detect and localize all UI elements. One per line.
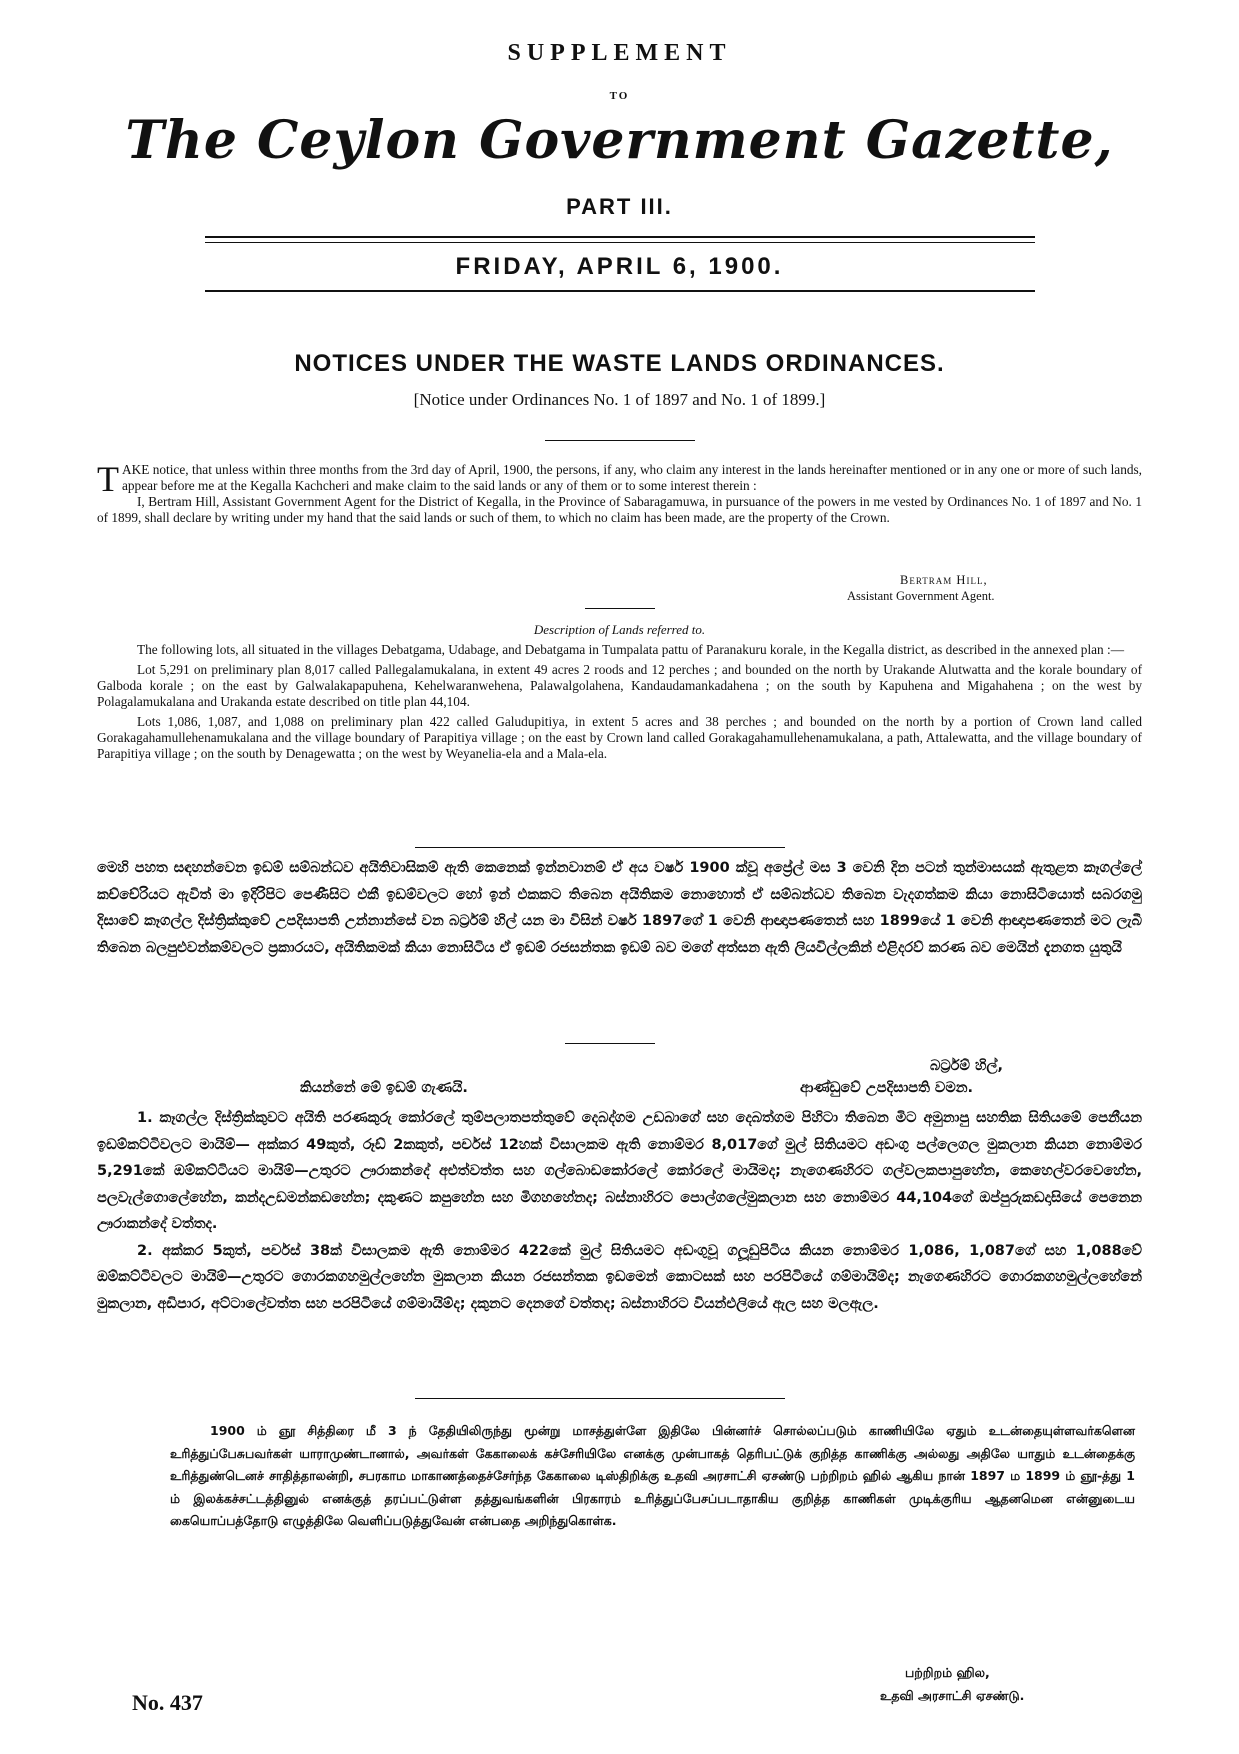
lots-1086-1088-description: Lots 1,086, 1,087, and 1,088 on preliminary plan 422 called Galudupitiya, in extent 5 acres and 38 perches ; and bounded on the north by a portion of Crown land called Gorakagahamullehenamukalana and the village boundary of Parapitiya village ; on the east by Crown land called Gorakagahamullehenamukalana, a path, Attalewatta, and the village boundary of Parapitiya village ; on the south by Denagewatta ; on the west by Weyanelia-ela and a Mala-ela. [97,714,1142,761]
english-notice-intro [97,459,1142,526]
divider-rule [585,608,655,609]
tamil-signature-title: உதவி அரசாட்சி ஏசண்டு. [880,1688,1025,1703]
signature-title: Assistant Government Agent. [847,589,995,603]
gazette-number: No. 437 [132,1690,203,1715]
tamil-paragraph-1: 1900 ம் ஞூ சித்திரை மீ 3 ந் தேதியிலிருந்து மூன்று மாசத்துள்ளே இதிலே பின்னர்ச் சொல்லப்படும் காணியிலே ஏதும் உடன்தையுள்ளவர்களென உரித்துப்பேசுபவர்கள் யாராமுண்டானால், அவர்கள் கேகாலைக் கச்சேரியிலே எனக்கு முன்பாகத் தெரிபட்டுக் குறித்த காணிக்கு அல்லது அதிலே யாதும் உடன்தைக்கு உரித்துண்டெனச் சாதித்தாலன்றி, சபரகாம மாகாணத்தைச்சேர்ந்த கேகாலை டிஸ்திறிக்கு உதவி அரசாட்சி ஏசண்டு பற்றிறம் ஹில் ஆகிய நான் 1897 ம 1899 ம் ஞூ-த்து 1 ம் இலக்கச்சட்டத்தினுல் எனக்குத் தரப்பட்டுள்ள தத்துவங்களின் பிரகாரம் உரித்துப்பேசப்படாதாகிய குறித்த காணிகள் முடிக்குரிய ஆதனமென என்னுடைய கையொப்பத்தோடு எழுத்திலே வெளிப்படுத்துவேன் என்பதை அறிந்துகொள்க. [170,1423,1135,1528]
sinhala-signature-name: බර්ට්‍රම් හිල්, [930,1058,1004,1074]
sinhala-items [97,1105,1142,1317]
lot-5291-description: Lot 5,291 on preliminary plan 8,017 called Pallegalamukalana, in extent 49 acres 2 roods and 12 perches ; and bounded on the north by Urakande Alutwatta and the korale boundary of Galboda korale ; on the east by Galwalakapapuhena, Kehelwaranwehena, Palawalgolahena, Kandaudamankadahena ; on the south by Kapuhena and Migahahena ; on the west by Polagalamukalana and Urakanda estate described on title plan 44,104. [97,662,1142,709]
sinhala-item-1-number: 1. [137,1110,153,1126]
sinhala-item-2-number: 2. [137,1242,153,1259]
date-rule [205,290,1035,292]
section-divider [415,847,785,848]
sinhala-left-caption: කියන්නේ මේ ඉඩම් ගැණයි. [300,1080,468,1096]
sinhala-paragraph-1: මෙහි පහත සඳහන්වෙන ඉඩම් සම්බන්ධව අයිතිවාසිකම් ඇති කෙනෙක් ඉන්නවානම් ඒ අය වර්ෂ 1900 ක්වූ අප්‍රේල් මස 3 වෙනි දින පටන් තුන්මාසයක් ඇතුළත කෑගල්ලේ කච්චේරියට ඇවිත් මා ඉදිරිපිට පෙණීසිට එකී ඉඩම්වලට හෝ ඉන් එකකට තිබෙන අයිතිකම නොහොත් ඒ සම්බන්ධව තිබෙන වැදගත්කම කියා නොසිටියොත් සබරගමු දිසාවේ කෑගල්ල දිස්ත්‍රික්කුවේ උපදිසාපති උන්නාන්සේ වන බර්ට්‍රම් හිල් යන මා විසින් වර්ෂ 1897ගේ 1 වෙනි ආඥාපණතෙන් සහ 1899යේ 1 වෙනි ආඥාපණතෙන් මට ලැබී තිබෙන බලපුළුවන්කම්වලට ප්‍රකාරයට, අයිතිකමක් කියා නොසිටිය ඒ ඉඩම් රජසන්තක ඉඩම් බව මගේ අත්සන ඇති ලියවිල්ලකින් එළිදරව් කරණ බව මෙයින් දැනගත යුතුයි [97,860,1142,956]
issue-date: FRIDAY, APRIL 6, 1900. [455,253,784,280]
drop-cap: T [97,459,119,499]
description-title: Description of Lands referred to. [533,622,706,637]
notice-subheading: [Notice under Ordinances No. 1 of 1897 and No. 1 of 1899.] [413,390,826,409]
notice-heading: NOTICES UNDER THE WASTE LANDS ORDINANCES. [294,350,945,377]
gazette-title: The Ceylon Government Gazette, [125,110,1114,171]
sinhala-item-2: අක්කර 5කුත්, පර්චස් 38ක් විසාලකම ඇති නොම්මර 422කේ මුල් සිතියමට අඩංගුවූ ගලූඩුපිටිය කියන නොම්මර 1,086, 1,087ගේ සහ 1,088වේ ඔම්කට්ටිවලට මායිම්—උතුරට ගොරකගහමුල්ලහේන මුකලාන කියන රජසන්තක ඉඩමෙන් කොටසක් සහ පරපිටියේ ගම්මායිම්ද; නැගෙණහිරට ගොරකගහමුල්ලහේනේ මුකලාන, අඩිපාර, අට්ටාලේවත්ත සහ පරපිටියේ ගම්මායිම්ද; දකුනට දෙනගේ වත්තද; බස්නාහිරට වියන්එලියේ ඇල සහ මලඇල. [97,1242,1142,1312]
notice-paragraph-3: The following lots, all situated in the villages Debatgama, Udabage, and Debatgama in Tumpalata pattu of Paranakuru korale, in the Kegalla district, as described in the annexed plan :— [137,642,1125,657]
divider-rule [565,1043,655,1044]
part-label: PART III. [566,194,673,219]
land-descriptions [97,642,1142,762]
notice-paragraph-2: I, Bertram Hill, Assistant Government Agent for the District of Kegalla, in the Province of Sabaragamuwa, in pursuance of the powers in me vested by Ordinances No. 1 of 1897 and No. 1 of 1899, shall declare by writing under my hand that the said lands or such of them, to which no claim has been made, are the property of the Crown. [97,494,1142,525]
to-label: TO [609,90,630,102]
supplement-label: SUPPLEMENT [507,40,732,66]
notice-paragraph-1: AKE notice, that unless within three months from the 3rd day of April, 1900, the persons, if any, who claim any interest in the lands hereinafter mentioned or in any one or more of such lands, appear before me at the Kegalla Kachcheri and make claim to the said lands or any of them or to some interest therein : [122,462,1142,493]
sinhala-notice [97,855,1142,961]
tamil-signature-name: பற்றிறம் ஹில, [905,1665,990,1680]
sinhala-item-1: කෑගල්ල දිස්ත්‍රික්කුවට අයිති පරණකුරු කෝරලේ තුම්පලාතපත්තුවේ දෙබද්ගම උඩබාගේ සහ දෙබත්ගම පිහිටා තිබෙන මිට අමුනාපු සහතික සිතියමේ පෙනීයන ඉඩම්කට්ටිවලට මායිම්— අක්කර 49කුත්, රූඩ් 2කකුත්, පර්චස් 12හක් විසාලකම ඇති නොම්මර 8,017ගේ මුල් සිතියමට අඩංගු පල්ලෙගල මුකලාන කියන නොම්මර 5,291කේ ඔම්කට්ටියට මායිම්—උතුරට ඌරාකන්දේ අළුත්වත්ත සහ ගල්බොඩකෝරලේ කෝරලේ මායිමද; නැගෙණහිරට ගල්වලකපාපුහේන, කෙහෙල්වරවෙහේන, පලවැල්ගොලේහේන, කන්දඋඩමන්කඩහේන; දකුණට කපුහේන සහ මිගහහේනද; බස්නාහිරට පොල්ගලේමුකලාන සහ නොම්මර 44,104ගේ ඔප්පුරුකඩදාසියේ පෙනෙන ඌරාකන්දේ වත්තද. [97,1110,1142,1232]
masthead-rule [205,236,1035,243]
sinhala-signature-title: ආණ්ඩුවේ උපදිසාපති වමන. [800,1080,974,1096]
divider-rule [545,440,695,441]
signature-name: Bertram Hill, [900,573,988,587]
section-divider [415,1398,785,1399]
tamil-notice [170,1420,1135,1533]
